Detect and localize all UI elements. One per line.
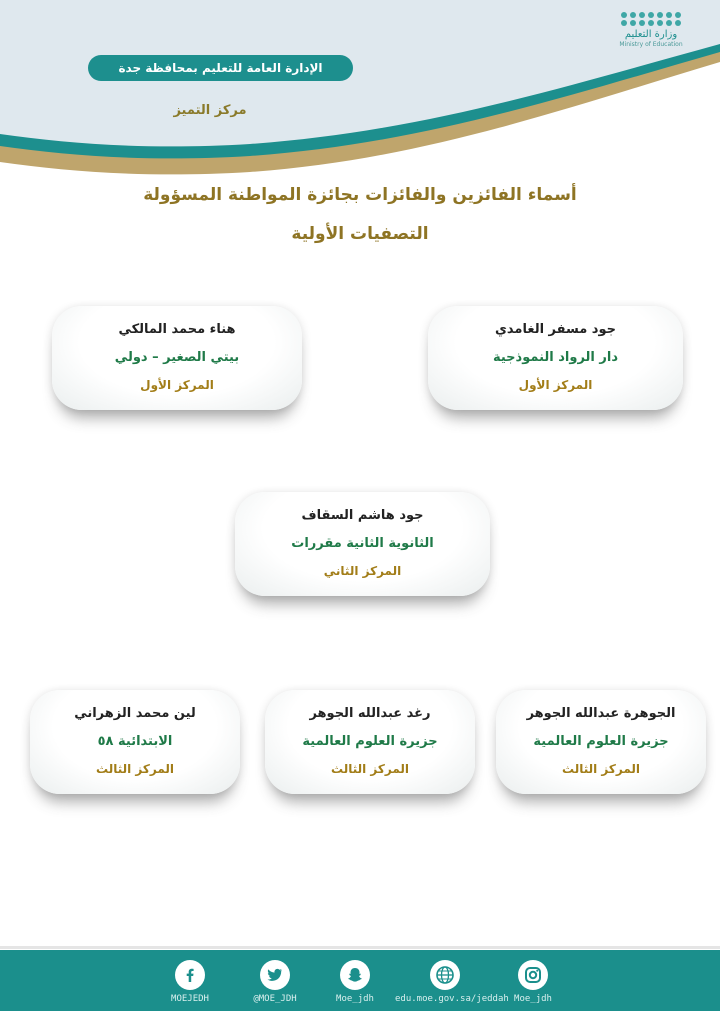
- facebook-icon: [175, 960, 205, 990]
- winner-school: دار الرواد النموذجية: [492, 350, 619, 365]
- winner-card: [265, 690, 475, 794]
- social-label: Moe_jdh: [336, 994, 374, 1004]
- instagram-icon: [518, 960, 548, 990]
- social-link-twitter[interactable]: [225, 960, 325, 1004]
- winner-card: [496, 690, 706, 794]
- social-link-facebook[interactable]: [140, 960, 240, 1004]
- logo-dots-icon: [612, 12, 690, 26]
- winner-school: جزيرة العلوم العالمية: [302, 734, 438, 749]
- ministry-logo: [612, 8, 690, 58]
- winner-name: هناء محمد المالكي: [118, 322, 236, 337]
- winner-name: جود مسفر الغامدي: [495, 322, 616, 337]
- page-title: أسماء الفائزين والفائزات بجائزة المواطنة المسؤولة: [143, 185, 577, 205]
- twitter-icon: [260, 960, 290, 990]
- page-subtitle: التصفيات الأولية: [291, 224, 429, 244]
- social-label: edu.moe.gov.sa/jeddah: [395, 994, 509, 1004]
- winner-place: المركز الثالث: [96, 762, 174, 776]
- winner-name: لين محمد الزهراني: [74, 706, 196, 721]
- winner-card: [30, 690, 240, 794]
- social-label: Moe_jdh: [514, 994, 552, 1004]
- social-label: MOEJEDH: [171, 994, 209, 1004]
- center-name: مركز التميز: [173, 103, 247, 118]
- winner-place: المركز الأول: [518, 378, 593, 392]
- winner-school: الثانوية الثانية مقررات: [291, 536, 434, 551]
- winner-place: المركز الثالث: [331, 762, 409, 776]
- winner-card: [428, 306, 683, 410]
- snapchat-icon: [340, 960, 370, 990]
- winner-card: [235, 492, 490, 596]
- winner-name: رغد عبدالله الجوهر: [309, 706, 431, 721]
- logo-english-text: Ministry of Education: [619, 41, 683, 48]
- winner-name: جود هاشم السقاف: [301, 508, 424, 523]
- social-link-website[interactable]: [395, 960, 509, 1004]
- department-banner: الإدارة العامة للتعليم بمحافظة جدة: [88, 55, 353, 81]
- winner-school: جزيرة العلوم العالمية: [533, 734, 669, 749]
- winner-place: المركز الثالث: [562, 762, 640, 776]
- winner-name: الجوهرة عبدالله الجوهر: [526, 706, 676, 721]
- social-label: @MOE_JDH: [253, 994, 297, 1004]
- winner-place: المركز الثاني: [323, 564, 402, 578]
- footer-divider: [0, 946, 720, 949]
- winner-school: الابتدائية ٥٨: [97, 734, 173, 749]
- globe-icon: [430, 960, 460, 990]
- winner-card: [52, 306, 302, 410]
- logo-arabic-text: وزارة التعليم: [624, 29, 678, 40]
- winner-place: المركز الأول: [140, 378, 214, 392]
- footer-bar: [0, 950, 720, 1011]
- winner-school: بيتي الصغير – دولي: [114, 350, 240, 365]
